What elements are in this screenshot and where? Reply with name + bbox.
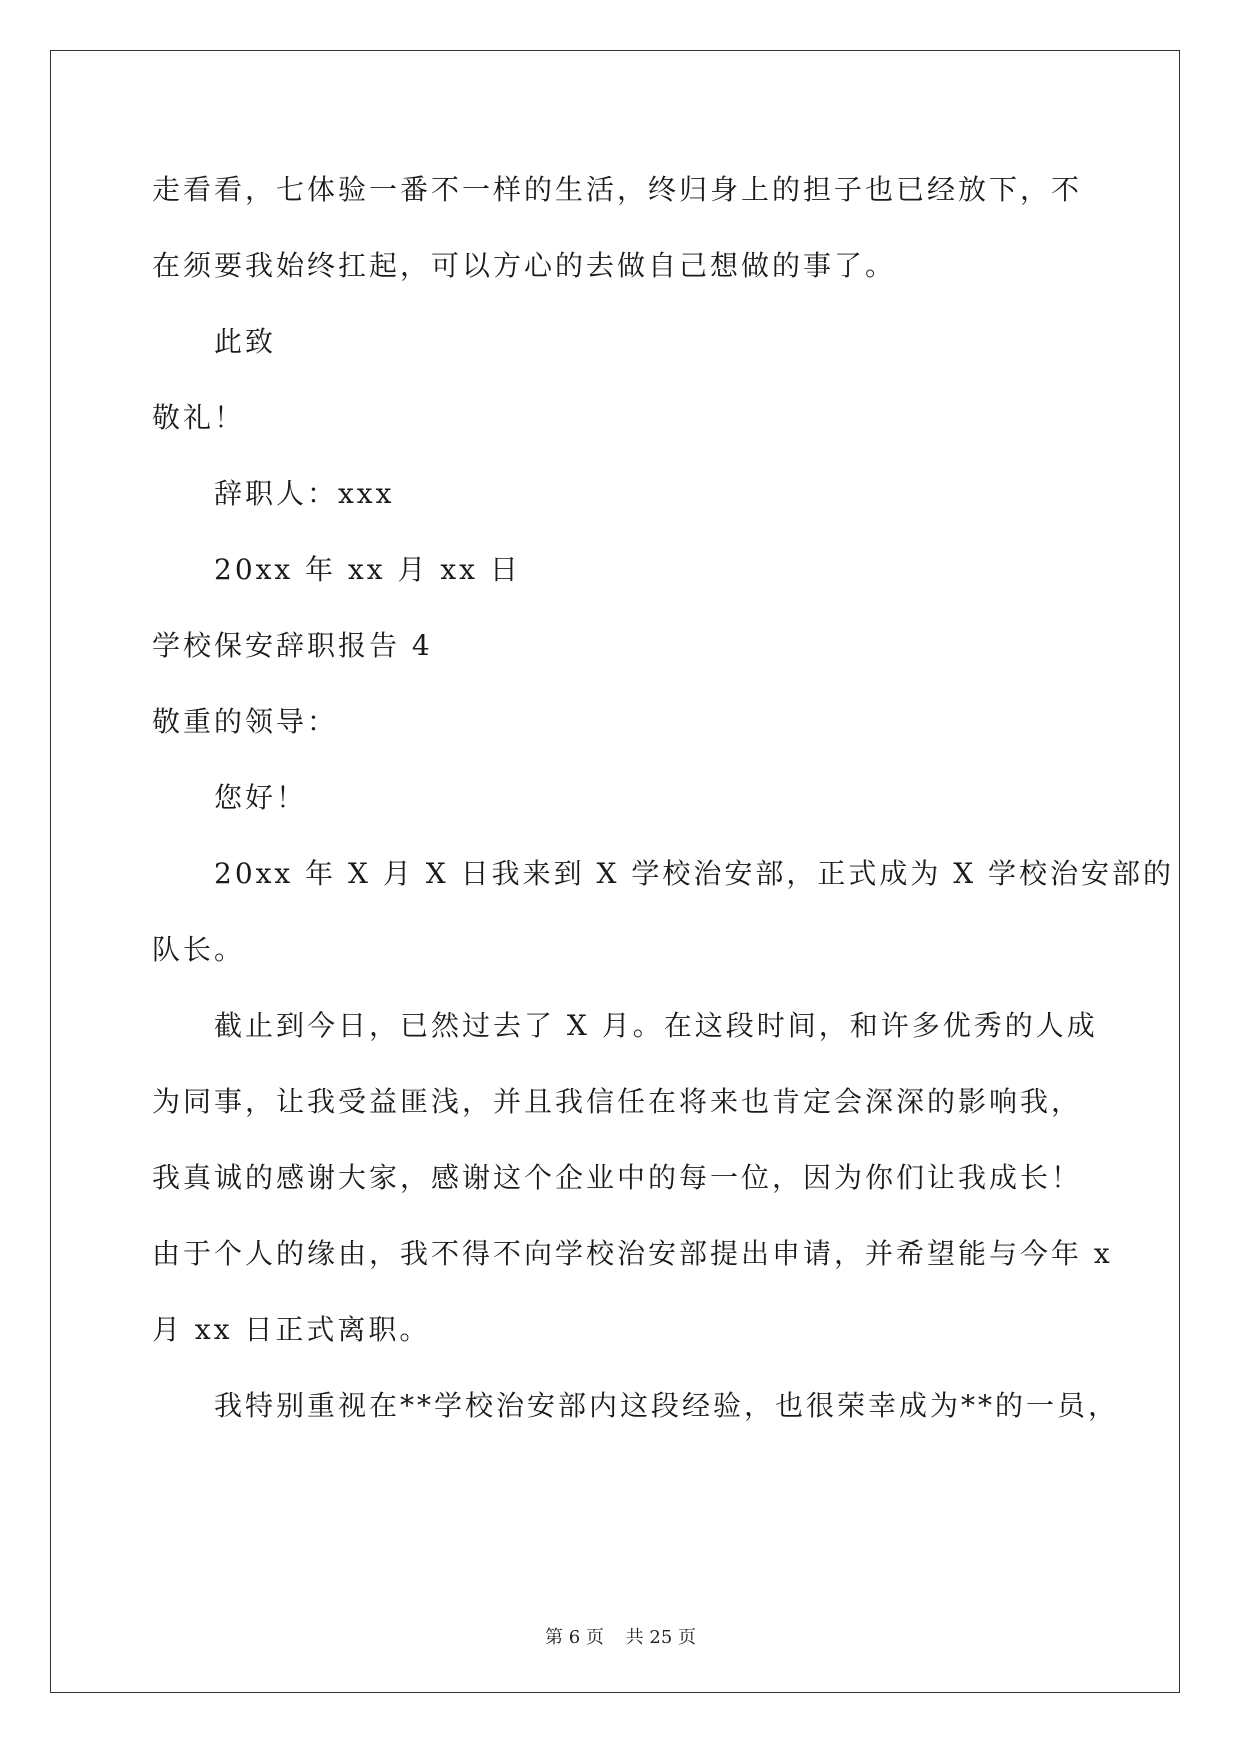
page-total: 共 25 页 bbox=[625, 1627, 696, 1648]
text-line: 在须要我始终扛起，可以方心的去做自己想做的事了。 bbox=[152, 249, 897, 282]
closing-salutation: 此致 bbox=[214, 325, 277, 358]
text-line: 为同事，让我受益匪浅，并且我信任在将来也肯定会深深的影响我， bbox=[152, 1085, 1083, 1118]
greeting: 您好！ bbox=[214, 781, 308, 814]
text-line: 我真诚的感谢大家，感谢这个企业中的每一位，因为你们让我成长！ bbox=[152, 1161, 1083, 1194]
text-line: 20xx 年 X 月 X 日我来到 X 学校治安部，正式成为 X 学校治安部的 bbox=[214, 857, 1175, 890]
section-title: 学校保安辞职报告 4 bbox=[152, 629, 433, 662]
page-number: 第 6 页 bbox=[545, 1627, 604, 1648]
signature-line: 辞职人：xxx bbox=[214, 477, 395, 510]
greeting-recipient: 敬重的领导： bbox=[152, 705, 339, 738]
text-line: 我特别重视在**学校治安部内这段经验，也很荣幸成为**的一员， bbox=[214, 1389, 1120, 1422]
text-line: 由于个人的缘由，我不得不向学校治安部提出申请，并希望能与今年 x bbox=[152, 1237, 1113, 1270]
text-line: 截止到今日，已然过去了 X 月。在这段时间，和许多优秀的人成 bbox=[214, 1009, 1098, 1042]
text-line: 走看看，七体验一番不一样的生活，终归身上的担子也已经放下，不 bbox=[152, 173, 1083, 206]
page-footer bbox=[0, 1626, 1241, 1650]
closing-respect: 敬礼！ bbox=[152, 401, 246, 434]
text-line: 月 xx 日正式离职。 bbox=[152, 1313, 431, 1346]
date-line: 20xx 年 xx 月 xx 日 bbox=[214, 553, 521, 586]
text-line: 队长。 bbox=[152, 933, 246, 966]
